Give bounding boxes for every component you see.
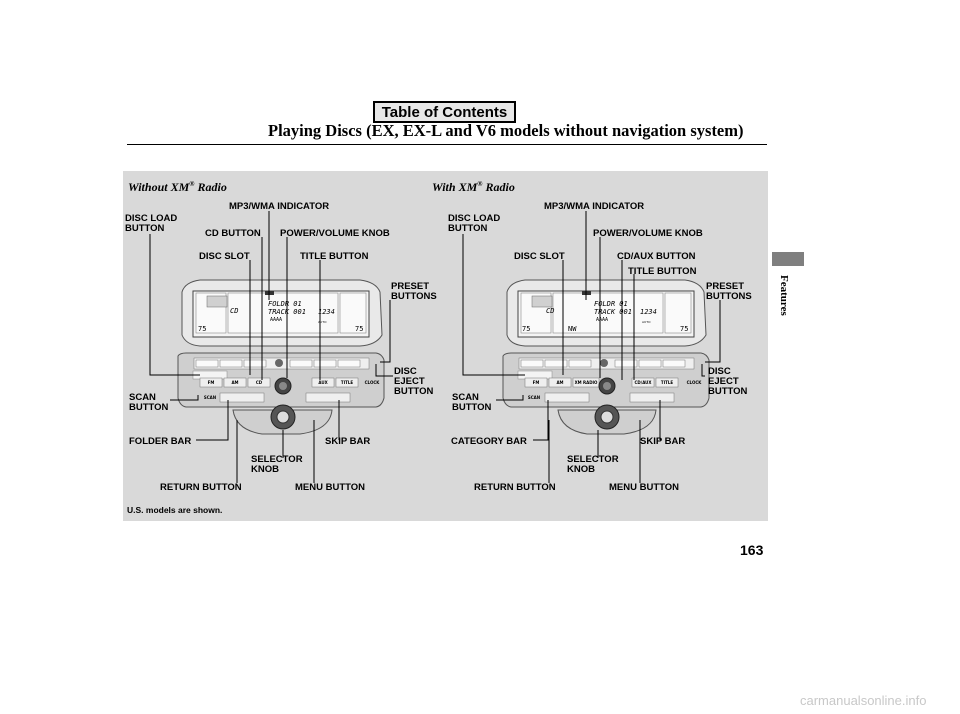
label-menu-button: MENU BUTTON (295, 482, 366, 493)
key-fm-r: FM (532, 380, 540, 385)
section-title-without-xm: Without XM® Radio (128, 180, 227, 194)
display-digits-text: 1234 (318, 308, 335, 316)
label-power-volume-knob-r: POWER/VOLUME KNOB (593, 228, 703, 239)
key-am-r: AM (556, 380, 564, 385)
key-title: TITLE (340, 380, 354, 385)
display-temp-left: 75 (198, 325, 207, 333)
key-scan-r: SCAN (527, 395, 541, 400)
models-note: U.S. models are shown. (127, 505, 223, 515)
label-selector-knob-r: SELECTOR KNOB (567, 454, 619, 475)
display-aaaa-text: AAAA (270, 317, 283, 323)
key-aux: AUX (318, 380, 328, 385)
label-scan-button-r: SCAN BUTTON (452, 392, 492, 413)
key-title-r: TITLE (660, 380, 674, 385)
table-of-contents-button[interactable]: Table of Contents (373, 101, 516, 123)
label-disc-slot-r: DISC SLOT (514, 251, 565, 262)
key-clock-r: CLOCK (686, 380, 702, 385)
label-disc-slot: DISC SLOT (199, 251, 250, 262)
key-cdaux-r: CD/AUX (634, 380, 652, 385)
features-tab-marker (772, 252, 804, 266)
label-disc-load-button: DISC LOAD BUTTON (125, 213, 178, 234)
display-digits-text-r: 1234 (640, 308, 657, 316)
label-mp3-indicator-r: MP3/WMA INDICATOR (544, 201, 645, 212)
label-power-volume-knob: POWER/VOLUME KNOB (280, 228, 390, 239)
label-selector-knob: SELECTOR KNOB (251, 454, 303, 475)
display-temp-right: 75 (355, 325, 364, 333)
key-cd: CD (255, 380, 263, 385)
label-skip-bar-r: SKIP BAR (640, 436, 686, 447)
page-title: Playing Discs (EX, EX-L and V6 models without navigation system) (268, 121, 744, 140)
display-track-text: TRACK 001 (268, 308, 306, 316)
label-disc-load-button-r: DISC LOAD BUTTON (448, 213, 501, 234)
features-side-label: Features (778, 275, 790, 316)
key-fm: FM (207, 380, 215, 385)
display-aaaa-text-r: AAAA (596, 317, 609, 323)
display-nw-text: NW (568, 325, 577, 333)
display-temp-left-r: 75 (522, 325, 531, 333)
label-cd-button: CD BUTTON (205, 228, 261, 239)
label-preset-buttons: PRESET BUTTONS (391, 281, 437, 302)
label-disc-eject-button: DISC EJECT BUTTON (394, 366, 434, 397)
label-title-button: TITLE BUTTON (300, 251, 369, 262)
label-return-button-r: RETURN BUTTON (474, 482, 556, 493)
label-folder-bar: FOLDER BAR (129, 436, 192, 447)
label-return-button: RETURN BUTTON (160, 482, 242, 493)
display-auto-text: AUTO (318, 320, 327, 324)
label-skip-bar: SKIP BAR (325, 436, 371, 447)
right-audio-unit (503, 280, 709, 434)
label-title-button-r: TITLE BUTTON (628, 266, 697, 277)
watermark: carmanualsonline.info (800, 693, 927, 708)
display-temp-right-r: 75 (680, 325, 689, 333)
display-folder-text-r: FOLDR 01 (594, 300, 628, 308)
display-cd-text: CD (230, 307, 239, 315)
label-menu-button-r: MENU BUTTON (609, 482, 680, 493)
key-xm-r: XM RADIO (574, 380, 598, 385)
page-number: 163 (740, 542, 764, 558)
label-category-bar: CATEGORY BAR (451, 436, 527, 447)
label-cd-aux-button: CD/AUX BUTTON (617, 251, 696, 262)
left-audio-unit (178, 280, 384, 434)
display-auto-text-r: AUTO (642, 320, 651, 324)
display-track-text-r: TRACK 001 (594, 308, 632, 316)
label-mp3-indicator: MP3/WMA INDICATOR (229, 201, 330, 212)
label-scan-button: SCAN BUTTON (129, 392, 169, 413)
display-cd-text-r: CD (546, 307, 555, 315)
key-clock: CLOCK (364, 380, 380, 385)
display-folder-text: FOLDR 01 (268, 300, 302, 308)
key-am: AM (231, 380, 239, 385)
label-preset-buttons-r: PRESET BUTTONS (706, 281, 752, 302)
section-title-with-xm: With XM® Radio (432, 180, 515, 194)
label-disc-eject-button-r: DISC EJECT BUTTON (708, 366, 748, 397)
key-scan: SCAN (203, 395, 217, 400)
